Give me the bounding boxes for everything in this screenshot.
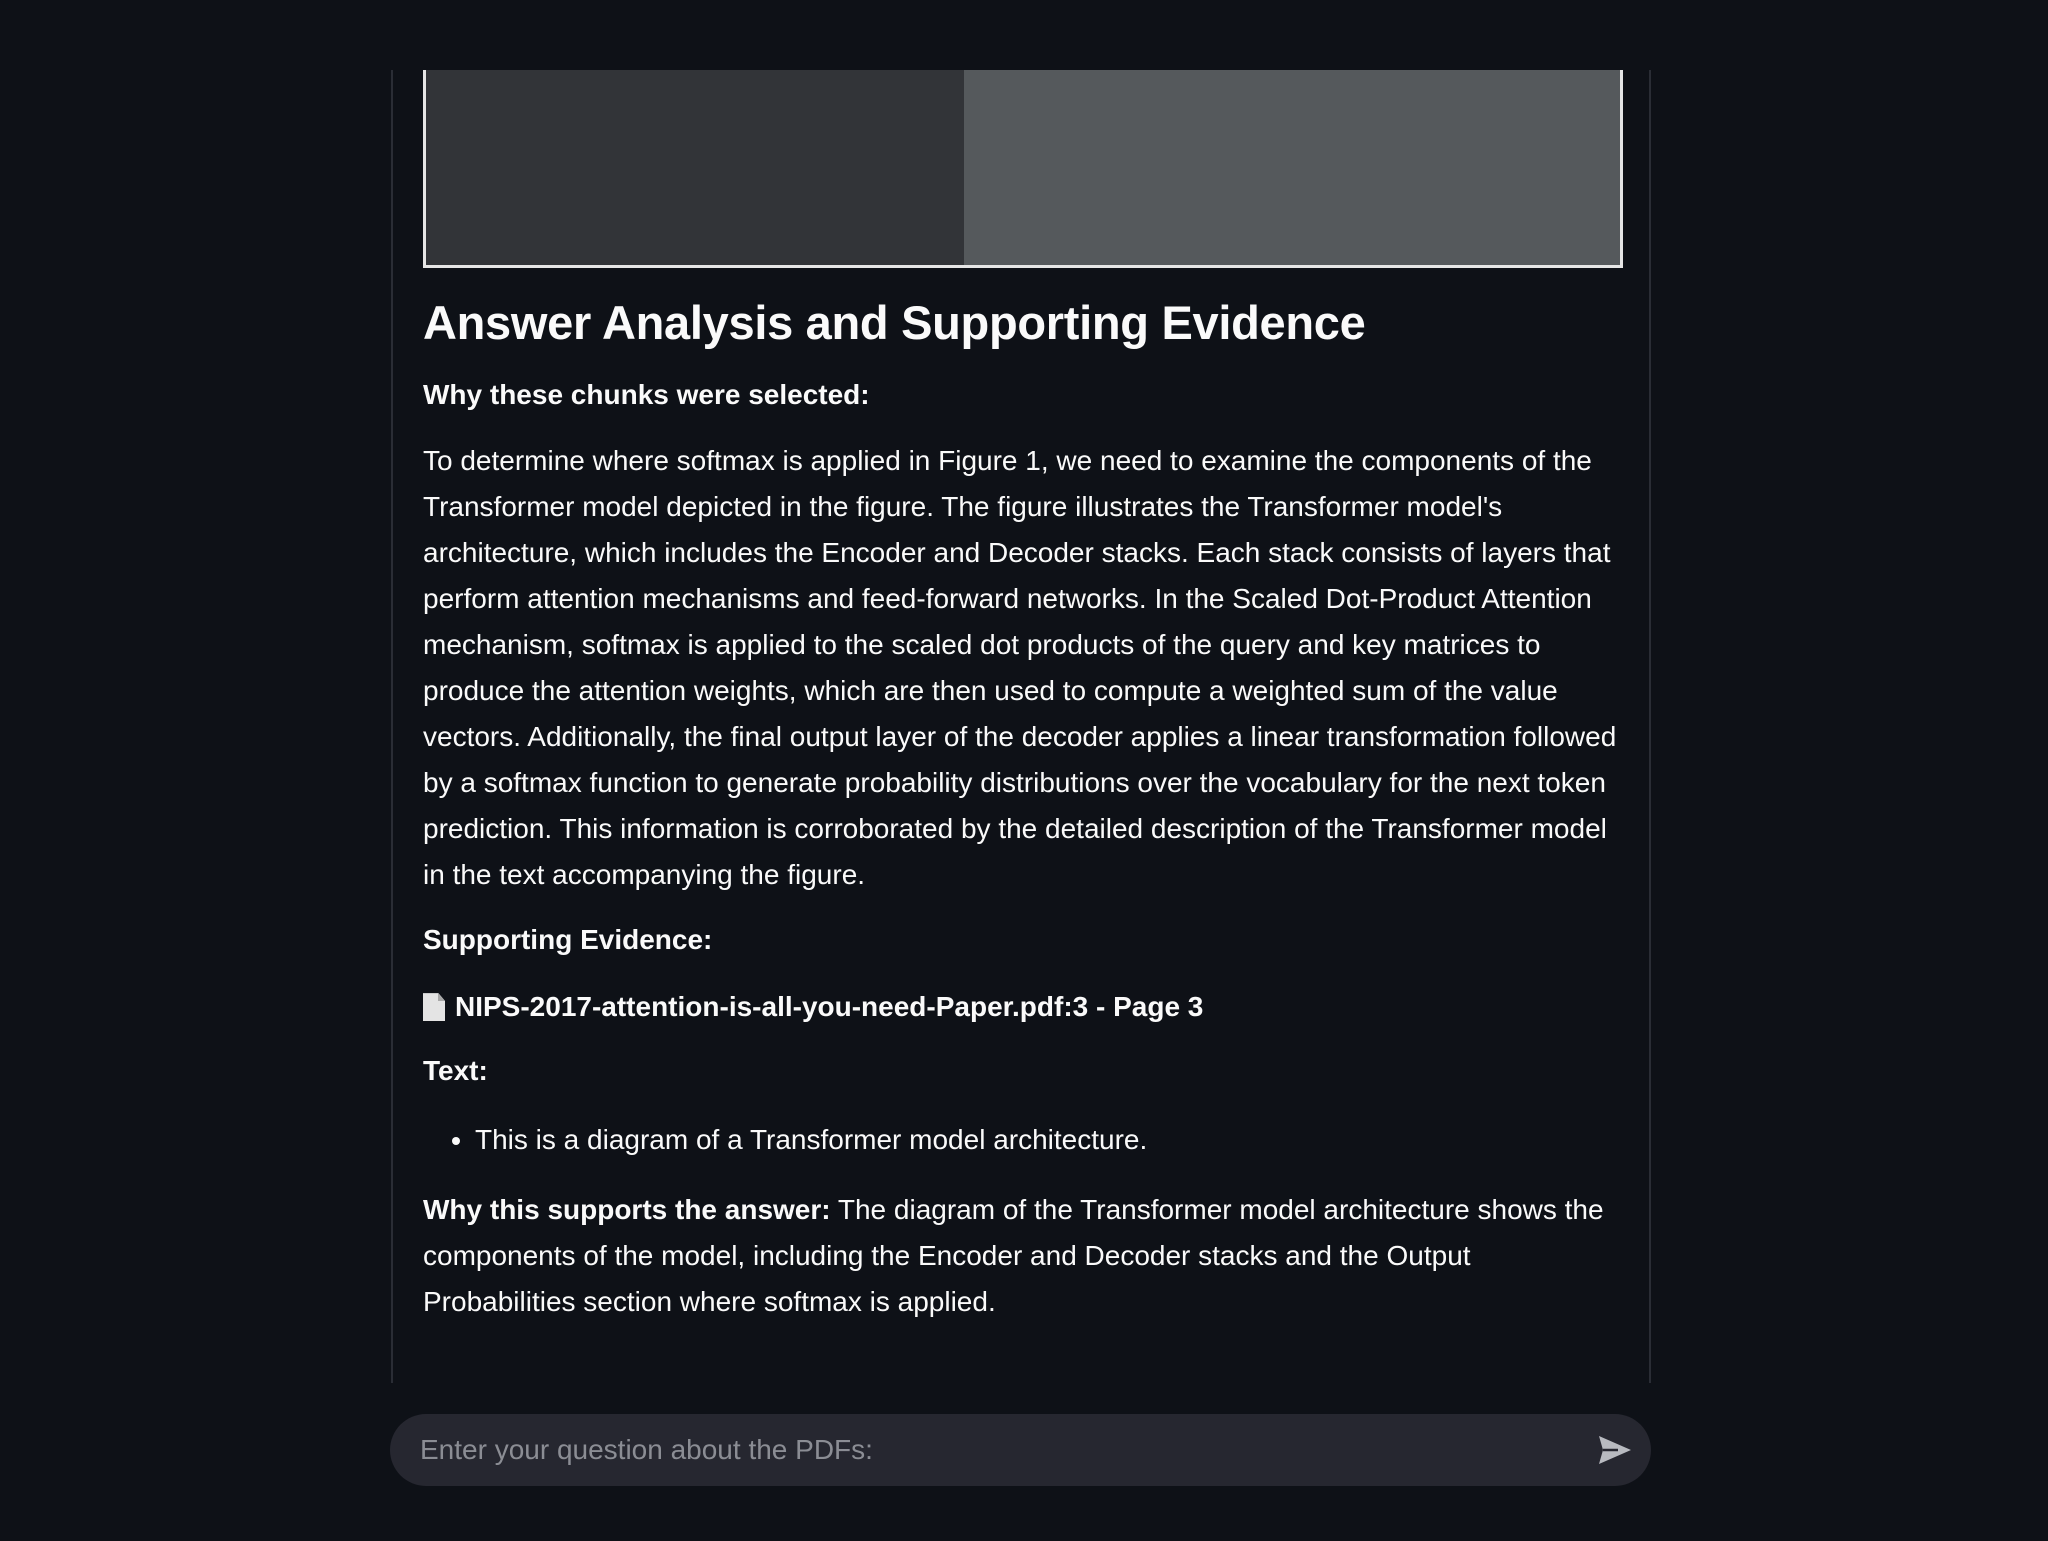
why-supports <box>423 1187 1623 1325</box>
figure-image-right-region <box>964 70 1620 265</box>
why-supports-text: The diagram of the Transformer model architecture shows the components of the model, including the Encoder and Decoder stacks and the Output Probabilities section where softmax is applied. <box>423 1194 1604 1318</box>
question-input[interactable] <box>390 1413 1579 1487</box>
evidence-source-title: NIPS-2017-attention-is-all-you-need-Paper.pdf:3 - Page 3 <box>455 990 1204 1022</box>
evidence-source <box>423 985 1623 1030</box>
list-item: • This is a diagram of a Transformer model architecture. <box>475 1118 1623 1163</box>
document-icon <box>423 993 445 1021</box>
send-button[interactable] <box>1579 1414 1651 1486</box>
figure-image-left-region <box>426 70 964 265</box>
chat-message-container <box>391 70 1651 1383</box>
why-selected-text: To determine where softmax is applied in Figure 1, we need to examine the components of the Transformer model depicted in the figure. The figure illustrates the Transformer model's architecture, which includes the Encoder and Decoder stacks. Each stack consists of layers that perform attention mechanisms and feed-forward networks. In the Scaled Dot-Product Attention mechanism, softmax is applied to the scaled dot products of the query and key matrices to produce the attention weights, which are then used to compute a weighted sum of the value vectors. Additionally, the final output layer of the decoder applies a linear transformation followed by a softmax function to generate probability distributions over the vocabulary for the next token prediction. This information is corroborated by the detailed description of the Transformer model in the text accompanying the figure. <box>423 444 1617 890</box>
evidence-text-list <box>423 1118 1623 1163</box>
send-icon <box>1598 1435 1632 1465</box>
chat-input-bar <box>390 1414 1651 1486</box>
answer-analysis <box>423 292 1623 1325</box>
figure-image <box>423 70 1623 268</box>
top-spacer <box>0 0 2048 70</box>
why-supports-label: Why this supports the answer: <box>423 1194 831 1226</box>
section-title: Answer Analysis and Supporting Evidence <box>423 296 1366 349</box>
text-label: Text: <box>423 1055 488 1087</box>
supporting-evidence-label: Supporting Evidence: <box>423 923 713 955</box>
why-selected-label: Why these chunks were selected: <box>423 379 870 411</box>
